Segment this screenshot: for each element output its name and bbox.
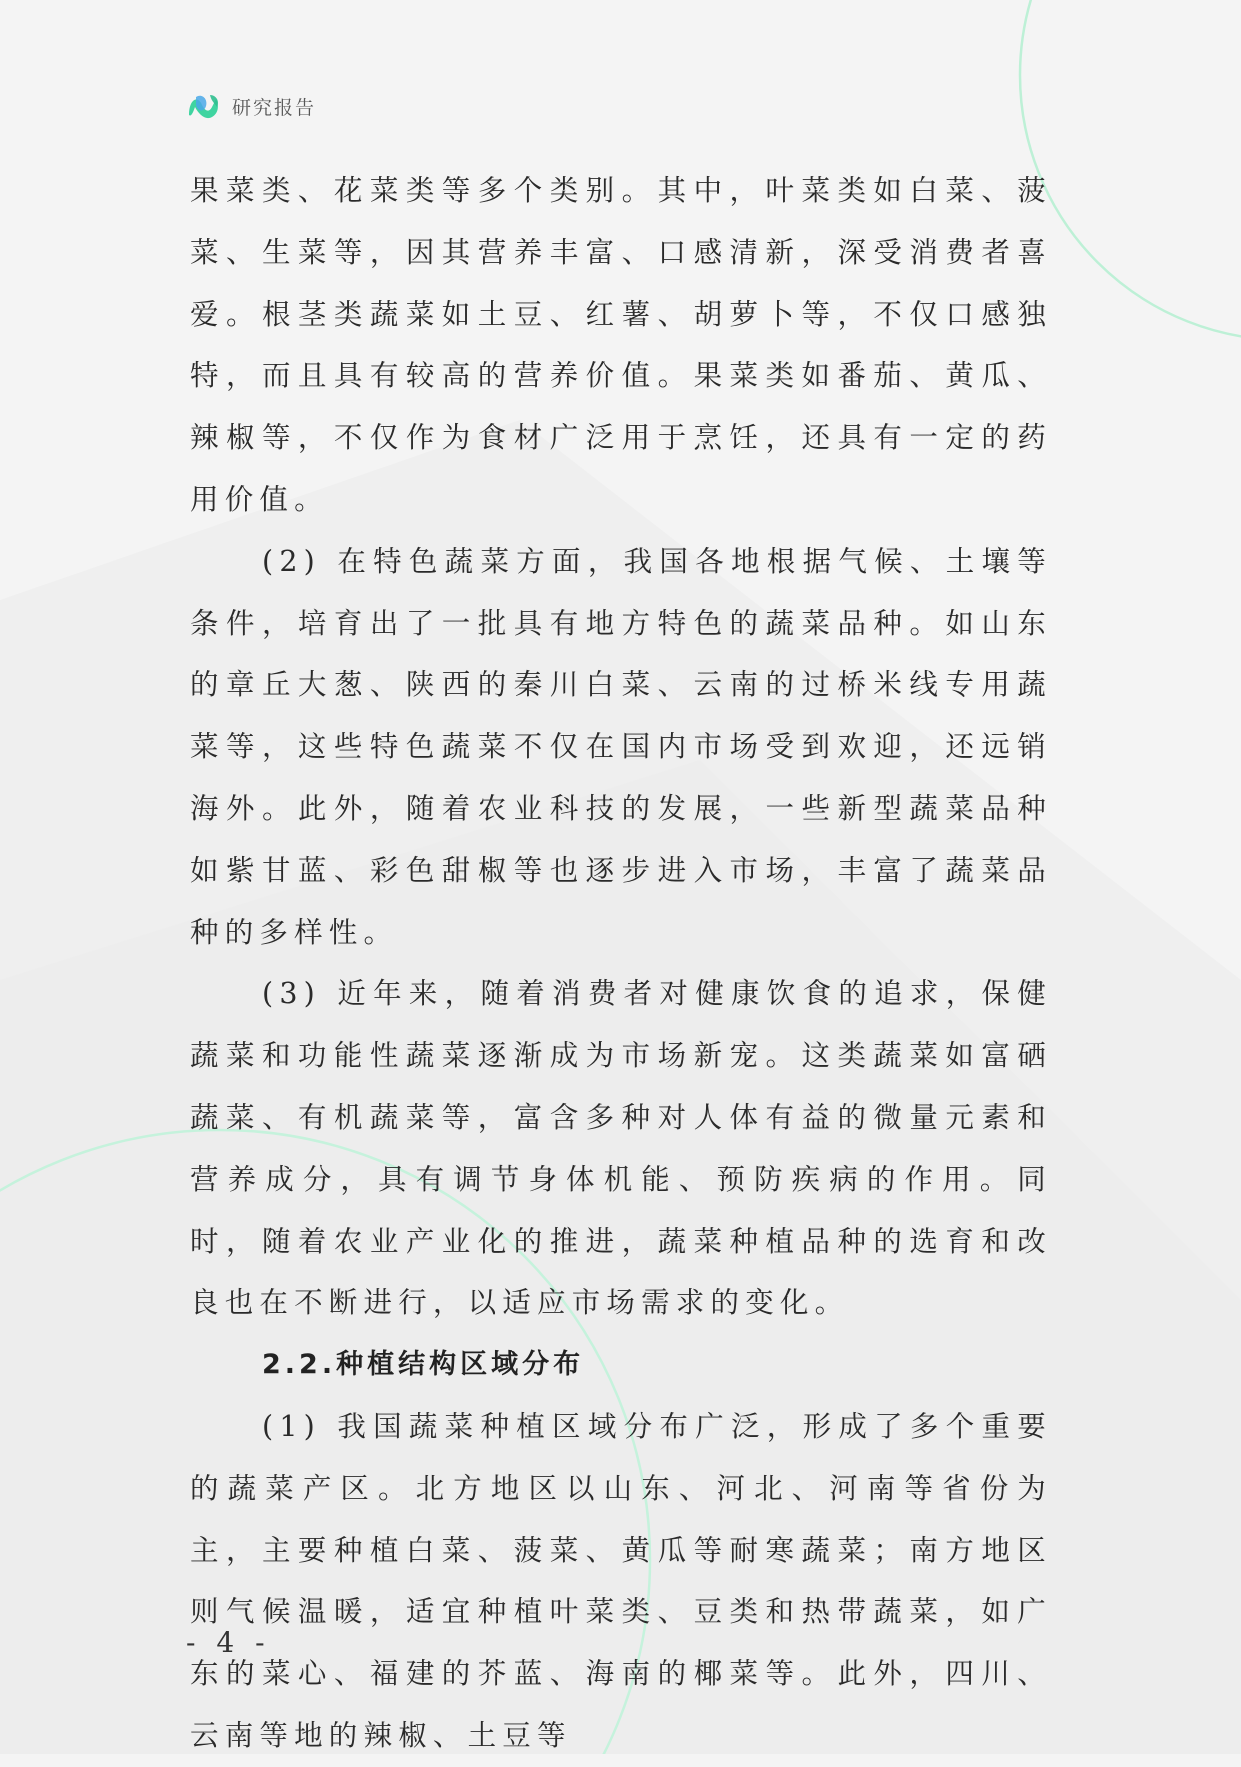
paragraph-4: (1) 我国蔬菜种植区域分布广泛，形成了多个重要的蔬菜产区。北方地区以山东、河北、河南等省份为主，主要种植白菜、菠菜、黄瓜等耐寒蔬菜；南方地区则气候温暖，适宜种植叶菜类、豆类和热带蔬菜，如广东的菜心、福建的芥蓝、海南的椰菜等。此外，四川、云南等地的辣椒、土豆等	[190, 1409, 1052, 1752]
page-number: - 4 -	[186, 1626, 271, 1659]
paragraph-1: 果菜类、花菜类等多个类别。其中，叶菜类如白菜、菠菜、生菜等，因其营养丰富、口感清新，深受消费者喜爱。根茎类蔬菜如土豆、红薯、胡萝卜等，不仅口感独特，而且具有较高的营养价值。果菜类如番茄、黄瓜、辣椒等，不仅作为食材广泛用于烹饪，还具有一定的药用价值。	[190, 174, 1052, 516]
document-body	[190, 160, 1052, 1767]
logo-icon	[186, 91, 222, 121]
paragraph-2: (2) 在特色蔬菜方面，我国各地根据气候、土壤等条件，培育出了一批具有地方特色的蔬菜品种。如山东的章丘大葱、陕西的秦川白菜、云南的过桥米线专用蔬菜等，这些特色蔬菜不仅在国内市场受到欢迎，还远销海外。此外，随着农业科技的发展，一些新型蔬菜品种如紫甘蓝、彩色甜椒等也逐步进入市场，丰富了蔬菜品种的多样性。	[190, 544, 1052, 949]
header-title: 研究报告	[232, 96, 317, 119]
section-heading: 2.2.种植结构区域分布	[262, 1349, 585, 1381]
paragraph-3: (3) 近年来，随着消费者对健康饮食的追求，保健蔬菜和功能性蔬菜逐渐成为市场新宠。这类蔬菜如富硒蔬菜、有机蔬菜等，富含多种对人体有益的微量元素和营养成分，具有调节身体机能、预防疾病的作用。同时，随着农业产业化的推进，蔬菜种植品种的选育和改良也在不断进行，以适应市场需求的变化。	[190, 977, 1052, 1320]
page-header	[186, 88, 316, 124]
